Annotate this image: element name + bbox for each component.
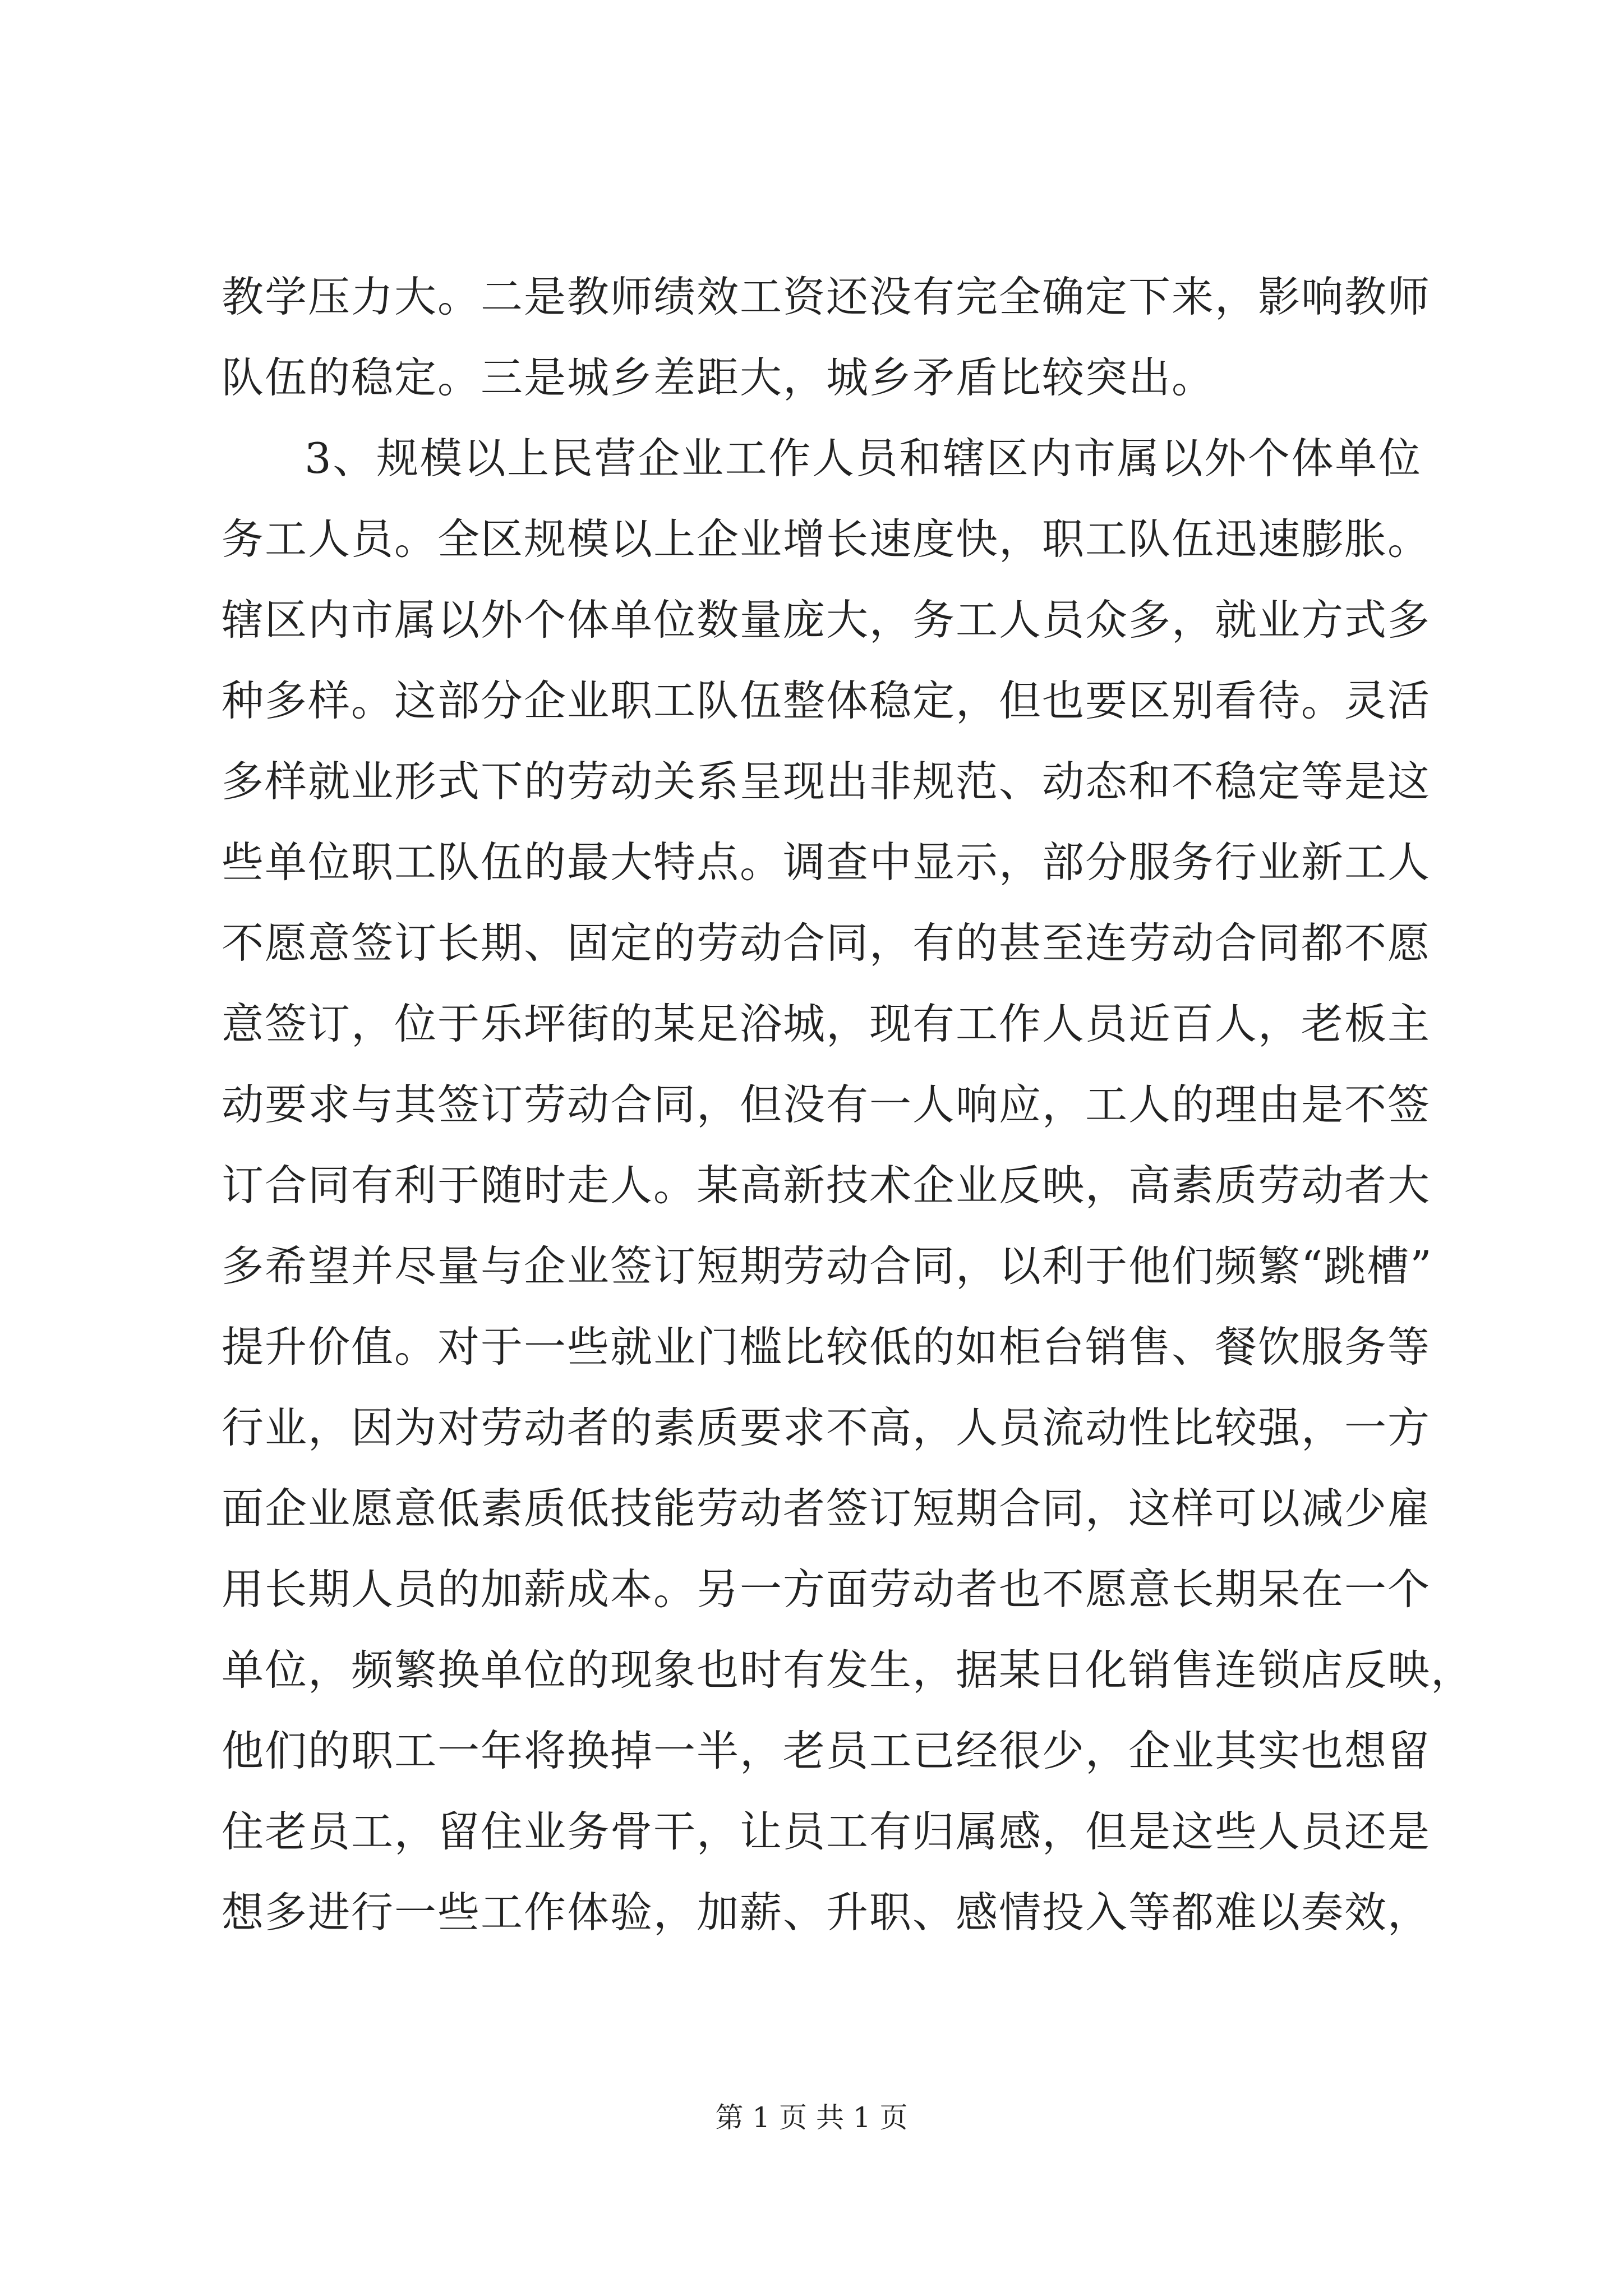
text-line: 行业，因为对劳动者的素质要求不高，人员流动性比较强，一方 [222,1403,1431,1452]
text-line: 提升价值。对于一些就业门槛比较低的如柜台销售、餐饮服务等 [222,1322,1431,1372]
text-line: 他们的职工一年将换掉一半，老员工已经很少，企业其实也想留 [222,1726,1431,1775]
text-line: 面企业愿意低素质低技能劳动者签订短期合同，这样可以减少雇 [222,1484,1431,1533]
text-line: 住老员工，留住业务骨干，让员工有归属感，但是这些人员还是 [222,1807,1431,1856]
text-line: 种多样。这部分企业职工队伍整体稳定，但也要区别看待。灵活 [222,676,1431,725]
text-line: 3、规模以上民营企业工作人员和辖区内市属以外个体单位 [305,434,1422,483]
text-line: 教学压力大。二是教师绩效工资还没有完全确定下来，影响教师 [222,272,1431,321]
text-line: 辖区内市属以外个体单位数量庞大，务工人员众多，就业方式多 [222,595,1431,645]
text-line: 些单位职工队伍的最大特点。调查中显示，部分服务行业新工人 [222,838,1431,887]
text-line: 用长期人员的加薪成本。另一方面劳动者也不愿意长期呆在一个 [222,1565,1431,1614]
page-footer: 第 1 页 共 1 页 [715,2101,908,2134]
text-line: 多希望并尽量与企业签订短期劳动合同，以利于他们频繁“跳槽” [222,1241,1433,1291]
text-line: 单位，频繁换单位的现象也时有发生，据某日化销售连锁店反映， [222,1645,1474,1695]
text-line: 订合同有利于随时走人。某高新技术企业反映，高素质劳动者大 [222,1161,1431,1210]
text-line: 想多进行一些工作体验，加薪、升职、感情投入等都难以奏效， [222,1888,1431,1937]
text-line: 意签订，位于乐坪街的某足浴城，现有工作人员近百人，老板主 [222,999,1431,1048]
document-body [222,256,1474,1953]
text-line: 动要求与其签订劳动合同，但没有一人响应，工人的理由是不签 [222,1080,1431,1129]
text-line: 不愿意签订长期、固定的劳动合同，有的甚至连劳动合同都不愿 [222,918,1431,968]
text-line: 队伍的稳定。三是城乡差距大，城乡矛盾比较突出。 [222,353,1215,402]
text-line: 多样就业形式下的劳动关系呈现出非规范、动态和不稳定等是这 [222,757,1431,806]
text-line: 务工人员。全区规模以上企业增长速度快，职工队伍迅速膨胀。 [222,514,1431,564]
